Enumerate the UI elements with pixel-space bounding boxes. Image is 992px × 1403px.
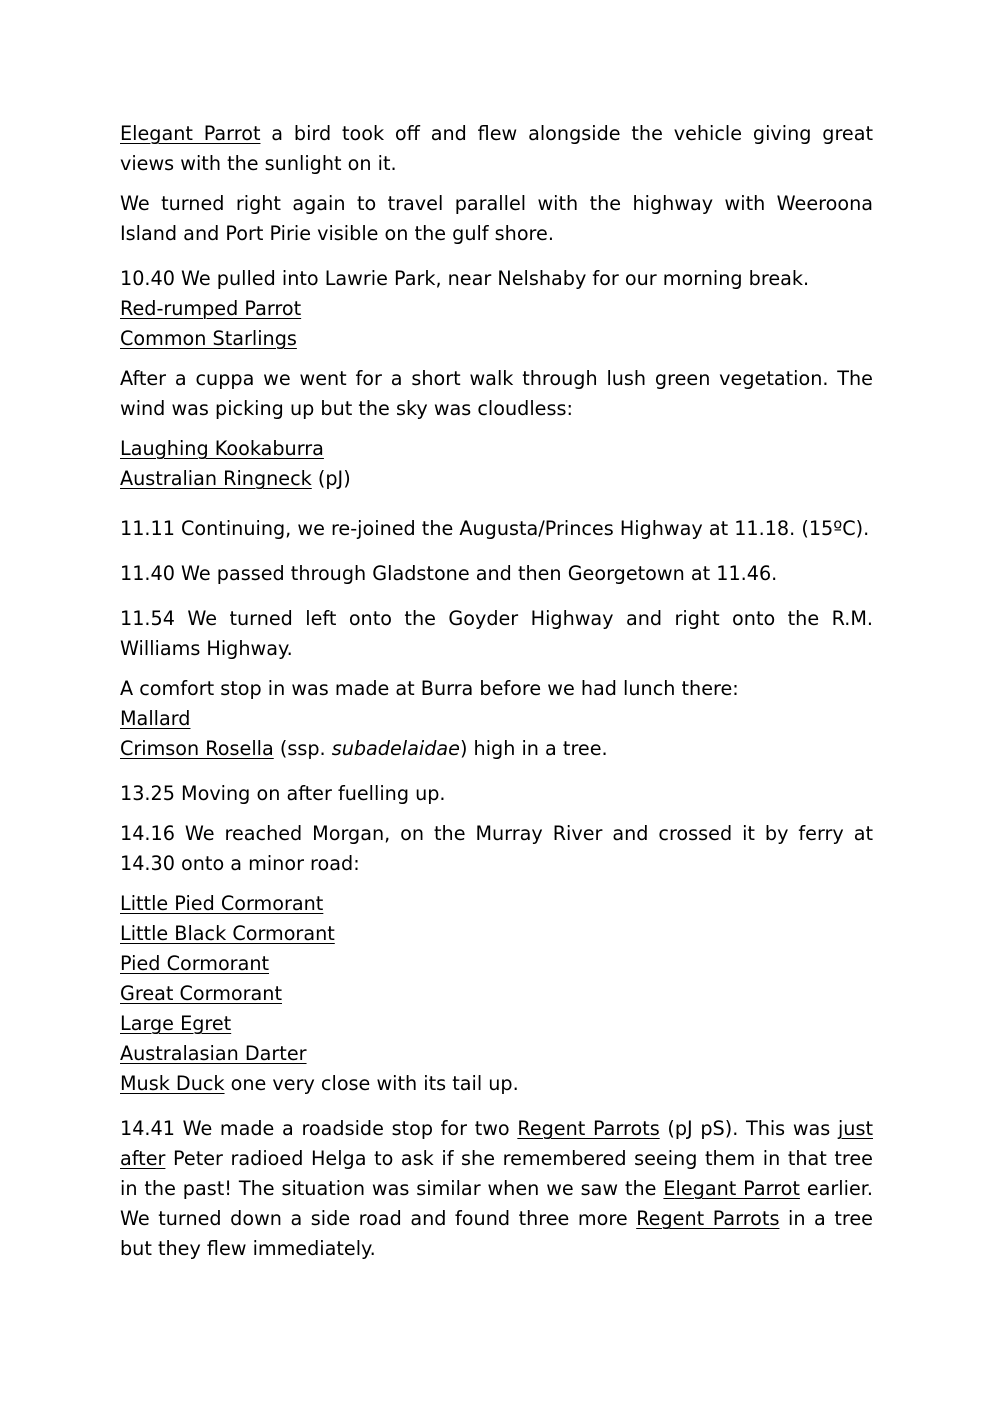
paragraph-text: (pJ pS). This was [659,1117,838,1140]
paragraph-goyder-highway [120,604,873,664]
species-list [120,434,873,494]
species-name: Elegant Parrot [120,122,261,145]
species-name: Musk Duck [120,1072,225,1095]
species-note: (pJ) [311,467,351,490]
paragraph-text: 10.40 We pulled into Lawrie Park, near Nelshaby for our morning break. [120,267,810,290]
paragraph-elegant-parrot [120,119,873,179]
species-name: Regent Parrots [517,1117,660,1140]
species-name: Australasian Darter [120,1042,307,1065]
paragraph-text: 11.11 Continuing, we re-joined the Augusta/Princes Highway at 11.18. (15ºC). [120,517,870,540]
document-page [120,119,873,1264]
species-name: Mallard [120,707,191,730]
paragraph-text: 11.40 We passed through Gladstone and then Georgetown at 11.46. [120,562,778,585]
species-name: Australian Ringneck [120,467,312,490]
species-name: Common Starlings [120,327,297,350]
species-name: Pied Cormorant [120,952,270,975]
paragraph-text: We turned right again to travel parallel with the highway with Weeroona Island and Port Pirie visible on the gulf shore. [120,192,873,245]
species-name: Regent Parrots [636,1207,780,1230]
paragraph-fuelling [120,779,873,809]
species-name: Little Black Cormorant [120,922,335,945]
species-note: one very close with its tail up. [224,1072,519,1095]
section-burra [120,674,873,764]
species-name: Laughing Kookaburra [120,437,324,460]
species-name: Little Pied Cormorant [120,892,324,915]
paragraph-gladstone [120,559,873,589]
species-name: Crimson Rosella [120,737,274,760]
paragraph-text: 13.25 Moving on after fuelling up. [120,782,446,805]
species-name: Great Cormorant [120,982,282,1005]
paragraph-text: in a tree but they flew immediately. [120,1207,873,1260]
species-note: (ssp. [273,737,332,760]
section-lawrie-park [120,264,873,354]
paragraph-cuppa [120,364,873,424]
paragraph-text: 14.41 We made a roadside stop for two [120,1117,518,1140]
paragraph-text: earlier. We turned down a side road and found three more [120,1177,873,1230]
paragraph-text: Peter radioed Helga to ask if she remembered seeing them in that tree in the past! The situation was similar when we saw the [120,1147,873,1200]
species-name: Elegant Parrot [663,1177,800,1200]
paragraph-regent-parrots [120,1114,873,1264]
paragraph-text: A comfort stop in was made at Burra before we had lunch there: [120,677,739,700]
paragraph-text: 11.54 We turned left onto the Goyder Highway and right onto the R.M. Williams Highway. [120,607,873,660]
emphasis-text: just after [120,1117,873,1170]
species-name: Red-rumped Parrot [120,297,302,320]
species-list [120,889,873,1099]
paragraph-weeroona [120,189,873,249]
species-note: ) high in a tree. [459,737,608,760]
species-list [120,704,873,764]
species-list [120,294,873,354]
paragraph-morgan [120,819,873,879]
paragraph-text: After a cuppa we went for a short walk through lush green vegetation. The wind was picking up but the sky was cloudless: [120,367,873,420]
species-name: Large Egret [120,1012,232,1035]
paragraph-augusta-highway [120,514,873,544]
paragraph-text: 14.16 We reached Morgan, on the Murray River and crossed it by ferry at 14.30 onto a minor road: [120,822,873,875]
subspecies-name: subadelaidae [331,737,460,760]
paragraph-text: a bird took off and flew alongside the vehicle giving great views with the sunlight on it. [120,122,873,175]
